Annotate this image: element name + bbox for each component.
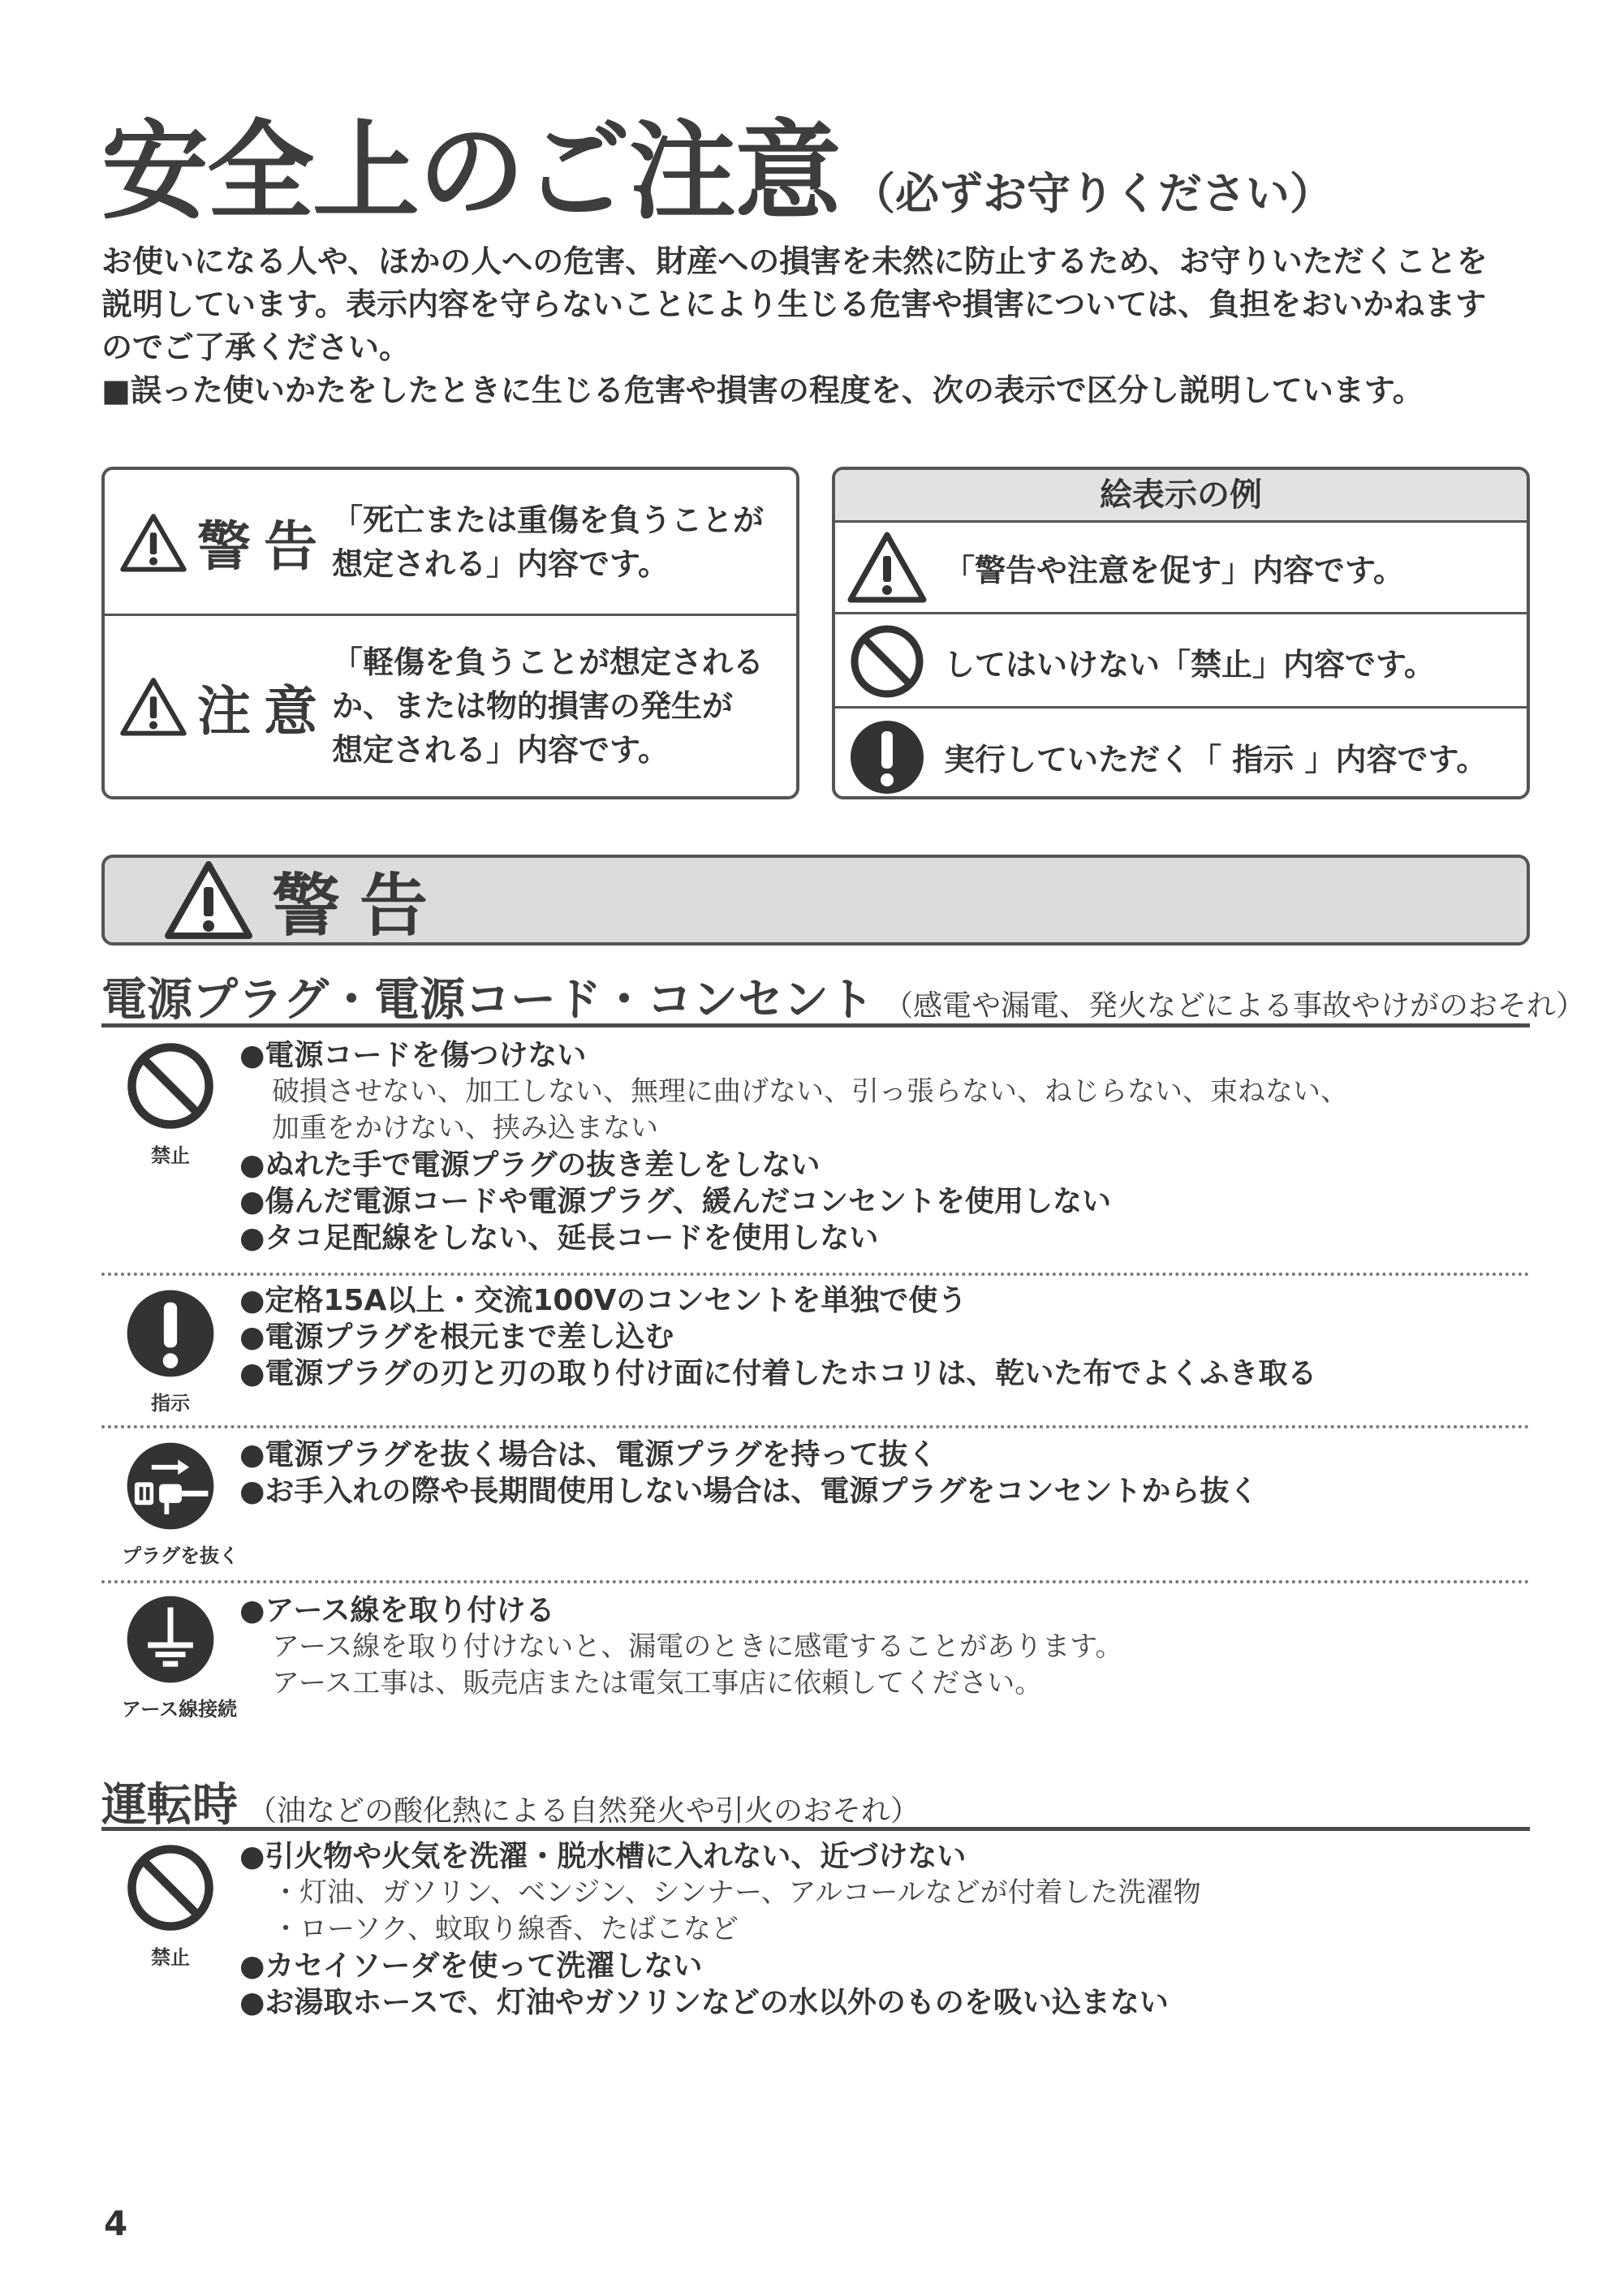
page-title: [101, 85, 1333, 235]
symbol-caption: プラグを抜く: [122, 1544, 239, 1567]
symbol-examples: [832, 467, 1530, 799]
list-item: ●ぬれた手で電源プラグの抜き差しをしない: [239, 1148, 821, 1182]
intro-line: お使いになる人や、ほかの人への危害、財産への損害を未然に防止するため、お守りいただくことを: [101, 243, 1488, 279]
warning-description: [332, 498, 764, 586]
caution-description-line: か、または物的損害の発生が: [332, 688, 734, 724]
symbol-caption: 指示: [151, 1392, 190, 1415]
list-item: ●電源コードを傷つけない: [239, 1039, 587, 1072]
instruction-symbol: [122, 1286, 219, 1415]
prohibition-symbol: [122, 1841, 219, 1970]
symbol-caption: 禁止: [151, 1946, 190, 1969]
instruction-icon: [123, 1286, 218, 1381]
list-item: ●お湯取ホースで、灯油やガソリンなどの水以外のものを吸い込まない: [239, 1986, 1169, 2019]
ground-instructions: [239, 1592, 1522, 1702]
dotted-divider: [101, 1580, 1530, 1583]
warning-signal: [119, 503, 332, 580]
list-item-detail: アース工事は、販売店または電気工事店に依頼してください。: [272, 1667, 1043, 1699]
list-item: ●お手入れの際や長期間使用しない場合は、電源プラグをコンセントから抜く: [239, 1475, 1259, 1508]
section-title: 運転時: [101, 1779, 238, 1832]
warning-triangle-icon: [163, 859, 254, 941]
symbol-caption: アース線接続: [122, 1698, 238, 1721]
section-operation-heading: [101, 1769, 1530, 1831]
intro-line: 説明しています。表示内容を守らないことにより生じる危害や損害については、負担をおいかねます: [101, 286, 1487, 322]
list-item: ●アース線を取り付ける: [239, 1594, 555, 1627]
legend-caution-row: [105, 616, 796, 796]
prohibition-symbol: [122, 1039, 219, 1168]
symbol-caption: 禁止: [151, 1144, 190, 1167]
example-text: してはいけない「禁止」内容です。: [944, 646, 1435, 683]
page-title-main: 安全上のご注意: [101, 110, 840, 235]
prohibition-icon: [846, 621, 928, 702]
caution-description-line: 「軽傷を負うことが想定される: [332, 644, 765, 680]
intro-text: [101, 240, 1530, 412]
intro-line: ■誤った使いかたをしたときに生じる危害や損害の程度を、次の表示で区分し説明しています。: [101, 373, 1424, 408]
warning-banner-label: 警告: [272, 865, 448, 946]
example-row-prohibition: [835, 617, 1527, 709]
example-text: 実行していただく「 指示 」内容です。: [944, 742, 1488, 778]
warning-triangle-icon: [119, 512, 187, 572]
warning-banner: [101, 855, 1530, 946]
section-title: 電源プラグ・電源コード・コンセント: [101, 974, 874, 1027]
prohibition-icon: [123, 1841, 218, 1935]
warning-description-line: 想定される」内容です。: [332, 545, 669, 582]
list-item-detail: ・ローソク、蚊取り線香、たばこなど: [272, 1913, 739, 1945]
symbol-examples-title: 絵表示の例: [835, 470, 1527, 523]
unplug-icon: [123, 1439, 218, 1533]
list-item: ●電源プラグを根元まで差し込む: [239, 1320, 674, 1354]
outlet-instructions: [239, 1282, 1522, 1392]
page-title-sub: （必ずお守りください）: [851, 168, 1333, 219]
ground-symbol: [122, 1592, 238, 1721]
caution-description-line: 想定される」内容です。: [332, 732, 669, 768]
section-subtitle: （感電や漏電、発火などによる事故やけがのおそれ）: [884, 989, 1586, 1023]
legend-warning-row: [105, 470, 796, 616]
ground-icon: [123, 1592, 218, 1686]
intro-line: のでご了承ください。: [101, 330, 411, 365]
list-item: ●電源プラグを抜く場合は、電源プラグを持って抜く: [239, 1438, 937, 1471]
power-cord-prohibitions: [239, 1037, 1522, 1256]
page-number: 4: [104, 2203, 128, 2243]
severity-legend: [101, 467, 799, 799]
instruction-icon: [846, 717, 928, 798]
example-text: 「警告や注意を促す」内容です。: [944, 552, 1404, 588]
section-subtitle: （油などの酸化熱による自然発火や引火のおそれ）: [248, 1794, 920, 1828]
unplug-symbol: [122, 1439, 239, 1568]
list-item: ●引火物や火気を洗濯・脱水槽に入れない、近づけない: [239, 1840, 967, 1873]
list-item: ●カセイソーダを使って洗濯しない: [239, 1949, 703, 1983]
list-item: ●電源プラグの刃と刃の取り付け面に付着したホコリは、乾いた布でよくふき取る: [239, 1357, 1317, 1390]
example-row-warning: [835, 523, 1527, 614]
operation-prohibitions: [239, 1838, 1522, 2021]
caution-label: 注意: [197, 679, 330, 743]
warning-triangle-icon: [119, 676, 187, 736]
list-item-detail: ・灯油、ガソリン、ベンジン、シンナー、アルコールなどが付着した洗濯物: [272, 1876, 1201, 1909]
prohibition-icon: [123, 1039, 218, 1133]
warning-triangle-icon: [846, 527, 928, 608]
caution-description: [332, 640, 764, 772]
list-item-detail: 加重をかけない、挟み込まない: [272, 1112, 658, 1144]
caution-signal: [119, 668, 332, 745]
warning-description-line: 「死亡または重傷を負うことが: [332, 502, 765, 538]
section-power-plug-heading: [101, 964, 1586, 1027]
list-item: ●傷んだ電源コードや電源プラグ、緩んだコンセントを使用しない: [239, 1185, 1111, 1218]
list-item: ●タコ足配線をしない、延長コードを使用しない: [239, 1221, 879, 1255]
list-item-detail: アース線を取り付けないと、漏電のときに感電することがあります。: [272, 1630, 1123, 1663]
warning-label: 警告: [197, 515, 330, 578]
dotted-divider: [101, 1273, 1530, 1276]
list-item: ●定格15A以上・交流100Vのコンセントを単独で使う: [239, 1284, 967, 1317]
list-item-detail: 破損させない、加工しない、無理に曲げない、引っ張らない、ねじらない、束ねない、: [272, 1075, 1348, 1108]
dotted-divider: [101, 1425, 1530, 1428]
example-row-instruction: [835, 711, 1527, 799]
unplug-instructions: [239, 1437, 1522, 1510]
